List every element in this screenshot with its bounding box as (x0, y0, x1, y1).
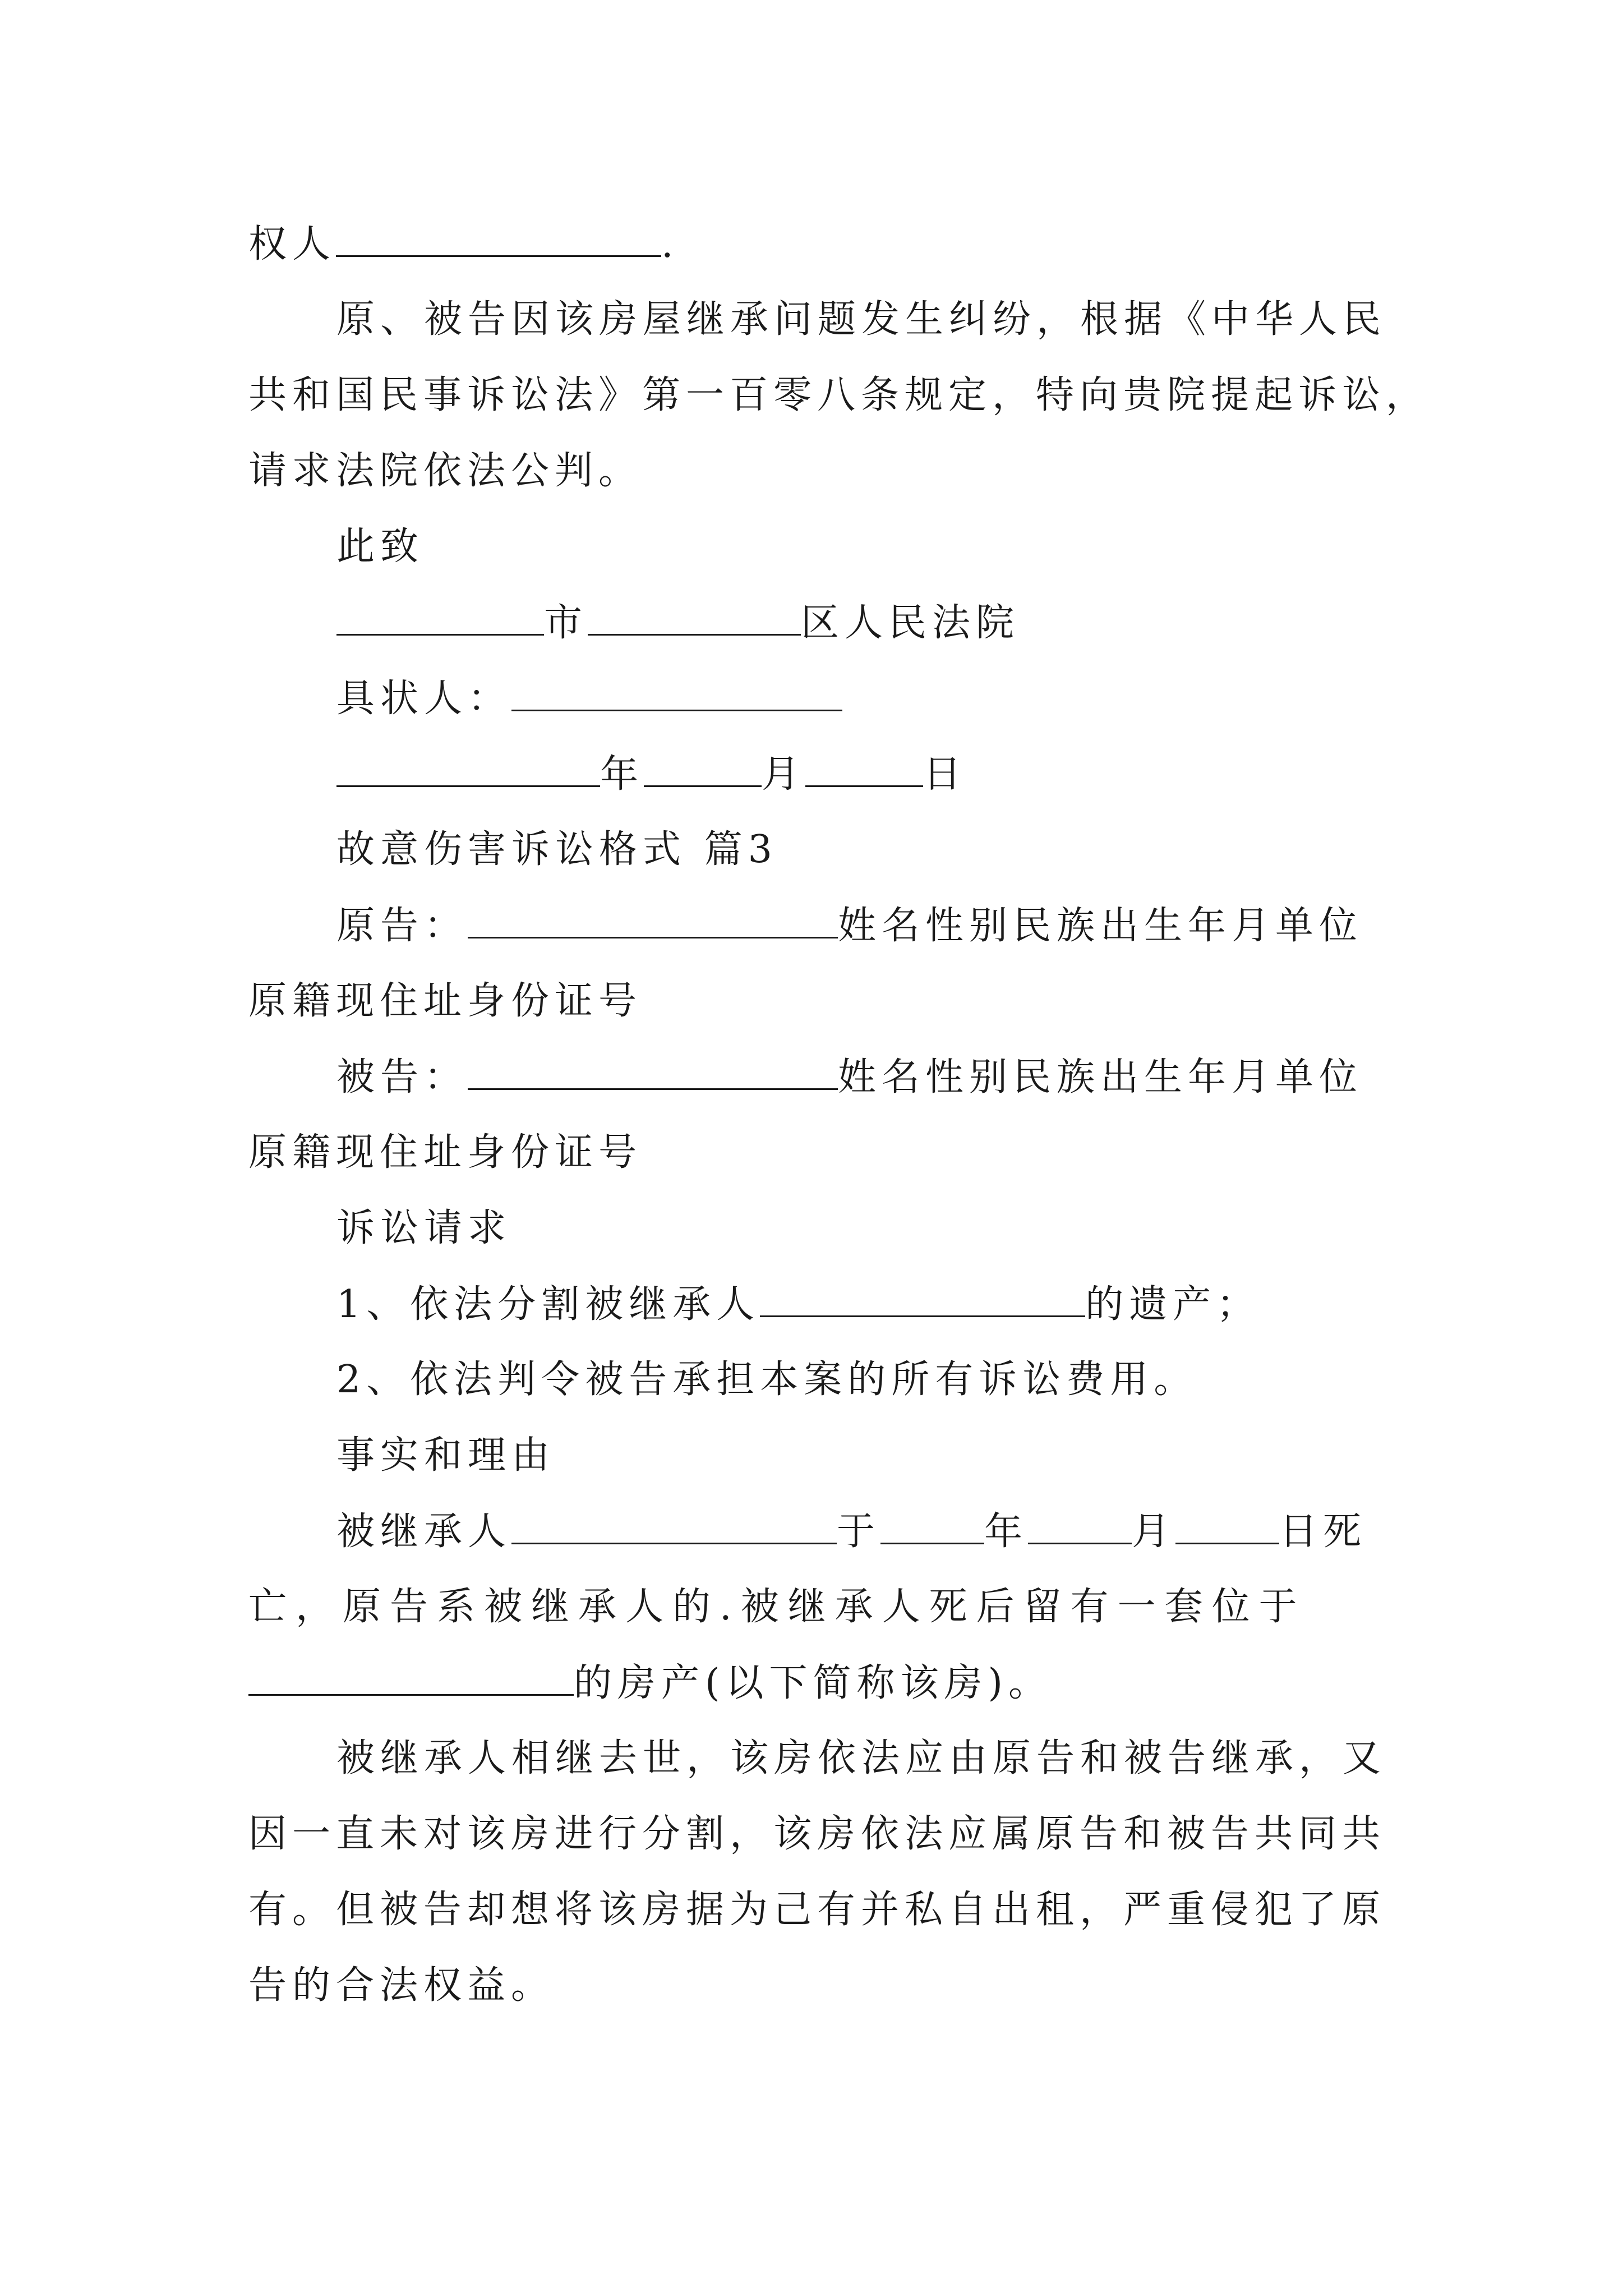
death-day-blank (1175, 1509, 1279, 1544)
plaintiff-fields-line2: 原籍现住址身份证号 (248, 979, 643, 1023)
para1-line1: 原、被告因该房屋继承问题发生纠纷，根据《中华人民 (336, 297, 1387, 342)
signer-blank (511, 676, 842, 711)
salutation: 此致 (336, 524, 425, 569)
para1-line3: 请求法院依法公判。 (248, 449, 643, 493)
date-year-blank (336, 752, 600, 787)
facts-title: 事实和理由 (336, 1433, 556, 1478)
facts1-line2: 亡，原告系被继承人的.被继承人死后留有一套位于 (248, 1585, 1306, 1629)
court-line: 市 区人民法院 (336, 600, 1020, 646)
defendant-fields-line2: 原籍现住址身份证号 (248, 1130, 643, 1175)
facts2-line4: 告的合法权益。 (248, 1963, 555, 2008)
facts1-line3: 的房产(以下简称该房)。 (248, 1660, 1052, 1706)
plaintiff-blank (468, 903, 838, 938)
decedent-blank (511, 1509, 837, 1544)
claims-title: 诉讼请求 (336, 1206, 512, 1250)
claim-1: 1、依法分割被继承人 的遗产； (336, 1282, 1261, 1327)
facts2-line3: 有。但被告却想将该房据为己有并私自出租，严重侵犯了原 (248, 1888, 1386, 1932)
owner-line: 权人 . (248, 222, 679, 266)
claim1-blank (760, 1282, 1085, 1317)
date-day-blank (805, 752, 923, 787)
city-blank (336, 600, 544, 636)
facts2-line2: 因一直未对该房进行分割，该房依法应属原告和被告共同共 (248, 1812, 1386, 1856)
death-year-blank (880, 1509, 984, 1544)
facts2-line1: 被继承人相继去世，该房依法应由原告和被告继承，又 (336, 1736, 1387, 1780)
owner-blank (336, 222, 661, 257)
date-month-blank (644, 752, 762, 787)
facts1-line1: 被继承人 于 年 月 日死 (336, 1510, 1367, 1554)
defendant-line: 被告： 姓名性别民族出生年月单位 (336, 1055, 1363, 1099)
district-blank (588, 600, 801, 636)
claim-2: 2、依法判令被告承担本案的所有诉讼费用。 (336, 1358, 1198, 1402)
date-line: 年 月 日 (336, 752, 967, 797)
section-title: 故意伤害诉讼格式 篇3 (336, 827, 778, 872)
death-month-blank (1028, 1509, 1132, 1544)
para1-line2: 共和国民事诉讼法》第一百零八条规定，特向贵院提起诉讼， (248, 373, 1430, 417)
property-location-blank (248, 1660, 574, 1696)
defendant-blank (468, 1055, 838, 1090)
signer-line: 具状人： (336, 676, 842, 721)
plaintiff-line: 原告： 姓名性别民族出生年月单位 (336, 904, 1363, 948)
